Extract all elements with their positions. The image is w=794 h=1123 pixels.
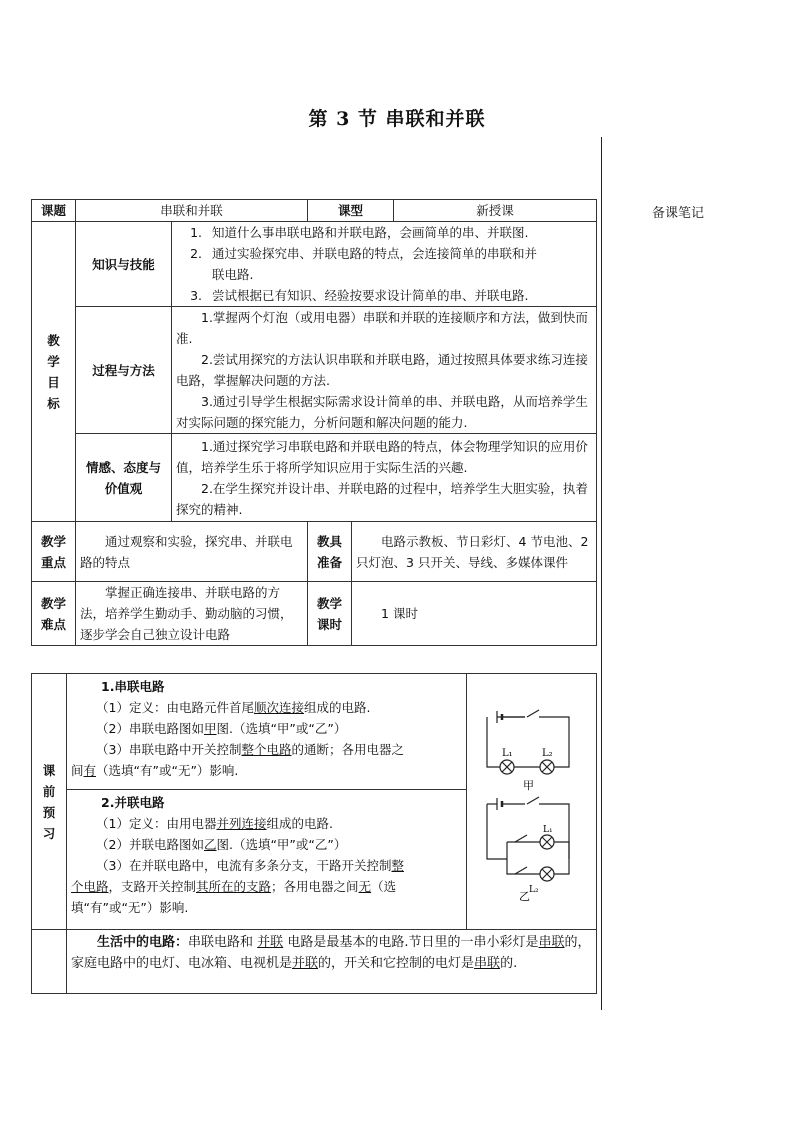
knowledge-content: 1. 知道什么事串联电路和并联电路，会画简单的串、并联图. 2. 通过实验探究串、并联电路的特点，会连接简单的串联和并 联电路. 3. 尝试根据已有知识、经验按要求设计简单的串、并联电路.	[172, 222, 597, 307]
margin-divider	[601, 137, 602, 1010]
tools-label: 教具 准备	[308, 522, 352, 582]
difficulty-label: 教学 难点	[32, 582, 76, 646]
parallel-main-switch-icon	[527, 797, 539, 804]
circuit-diagrams	[467, 674, 597, 930]
parallel-wire	[487, 804, 507, 859]
tools-content: 电路示教板、节日彩灯、4 节电池、2 只灯泡、3 只开关、导线、多媒体课件	[352, 522, 597, 582]
time-content: 1 课时	[352, 582, 597, 646]
lesson-plan-table	[31, 199, 597, 646]
series-section: 1.串联电路 （1）定义：由电路元件首尾顺次连接组成的电路. （2）串联电路图如甲图.（选填“甲”或“乙”） （3）串联电路中开关控制整个电路的通断；各用电器之 间有（选填“有”或“无”）影响.	[67, 674, 467, 790]
label-p-l2: L₂	[529, 885, 539, 895]
process-label: 过程与方法	[76, 307, 172, 434]
time-label: 教学 课时	[308, 582, 352, 646]
difficulty-content: 掌握正确连接串、并联电路的方法，培养学生勤动手、勤动脑的习惯，逐步学会自己独立设计电路	[76, 582, 308, 646]
series-wire	[487, 717, 569, 767]
parallel-section: 2.并联电路 （1）定义：由用电器并列连接组成的电路. （2）并联电路图如乙图.（选填“甲”或“乙”） （3）在并联电路中，电流有多条分支，干路开关控制整 个电路，支路开关控制其所在的支路；各用电器之间无（选 填“有”或“无”）影响.	[67, 790, 467, 930]
label-jia: 甲	[523, 779, 534, 792]
label-p-l1: L₁	[543, 825, 553, 835]
life-circuits: 生活中的电路：串联电路和 并联 电路是最基本的电路.节日里的一串小彩灯是串联的，家庭电路中的电灯、电冰箱、电视机是并联的，开关和它控制的电灯是串联的.	[67, 930, 597, 994]
preview-label: 课 前 预 习	[32, 674, 67, 930]
notes-label: 备课笔记	[652, 206, 705, 221]
label-l1: L₁	[502, 748, 513, 759]
circuit-svg	[467, 674, 595, 904]
focus-label: 教学 重点	[32, 522, 76, 582]
page-title: 第 3 节 串联和并联	[308, 108, 486, 130]
type-value: 新授课	[394, 200, 597, 222]
branch-switch-2-icon	[515, 867, 527, 874]
label-l2: L₂	[542, 748, 553, 759]
emotion-label: 情感、态度与 价值观	[76, 434, 172, 522]
process-content: 1.掌握两个灯泡（或用电器）串联和并联的连接顺序和方法，做到快而准. 2.尝试用探究的方法认识串联和并联电路，通过按照具体要求练习连接电路，掌握解决问题的方法. 3.通过引导学生根据实际需求设计简单的串、并联电路，从而培养学生对实际问题的探究能力，分析问题和解决问题的能力.	[172, 307, 597, 434]
preview-table	[31, 673, 597, 994]
series-switch-icon	[527, 710, 539, 717]
subject-value: 串联和并联	[76, 200, 308, 222]
knowledge-label: 知识与技能	[76, 222, 172, 307]
goals-label: 教 学 目 标	[32, 222, 76, 522]
branch-switch-1-icon	[515, 835, 527, 842]
focus-content: 通过观察和实验，探究串、并联电路的特点	[76, 522, 308, 582]
type-key: 课型	[308, 200, 394, 222]
emotion-content: 1.通过探究学习串联电路和并联电路的特点，体会物理学知识的应用价值，培养学生乐于将所学知识应用于实际生活的兴趣. 2.在学生探究并设计串、并联电路的过程中，培养学生大胆实验，执着探究的精神.	[172, 434, 597, 522]
subject-key: 课题	[32, 200, 76, 222]
label-yi: 乙	[519, 890, 530, 903]
